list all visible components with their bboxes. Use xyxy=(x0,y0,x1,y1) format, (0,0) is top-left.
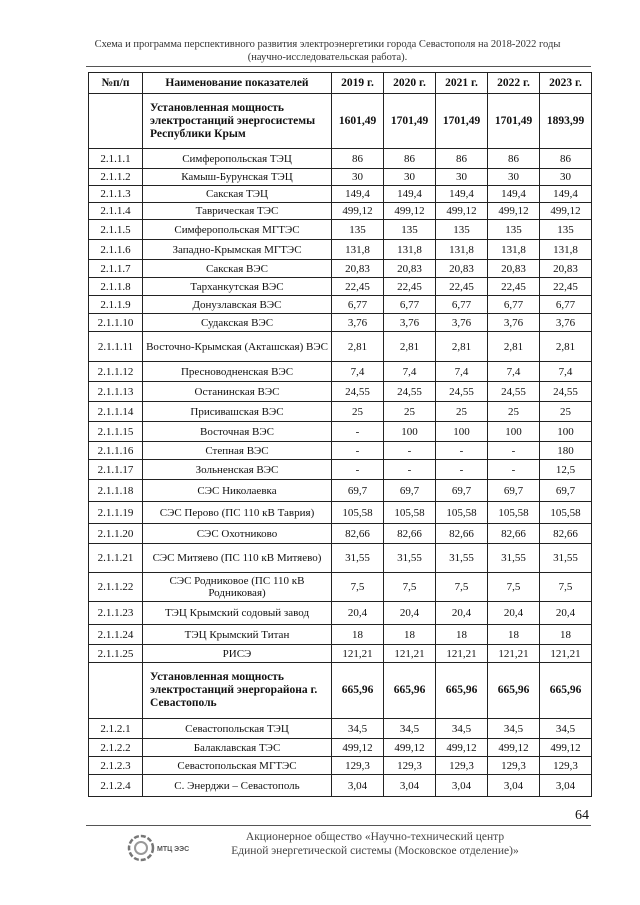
column-header: Наименование показателей xyxy=(143,73,332,94)
value-cell: 12,5 xyxy=(540,460,592,480)
table-row xyxy=(89,422,592,442)
indicator-name-cell: Западно-Крымская МГТЭС xyxy=(143,240,332,260)
value-cell: 34,5 xyxy=(488,719,540,739)
row-number-cell: 2.1.1.17 xyxy=(89,460,143,480)
value-cell: 131,8 xyxy=(540,240,592,260)
value-cell: 30 xyxy=(436,169,488,186)
row-number-cell: 2.1.1.3 xyxy=(89,186,143,203)
value-cell: 499,12 xyxy=(384,739,436,757)
value-cell: 18 xyxy=(332,625,384,645)
value-cell: 20,4 xyxy=(540,602,592,625)
row-number-cell: 2.1.1.2 xyxy=(89,169,143,186)
value-cell: 69,7 xyxy=(332,480,384,502)
indicator-name-cell: Севастопольская МГТЭС xyxy=(143,757,332,775)
value-cell: 2,81 xyxy=(540,332,592,362)
indicator-name-cell: Севастопольская ТЭЦ xyxy=(143,719,332,739)
value-cell: 665,96 xyxy=(540,663,592,719)
value-cell: 105,58 xyxy=(540,502,592,524)
value-cell: 82,66 xyxy=(384,524,436,544)
logo-ring xyxy=(129,836,153,860)
value-cell: 34,5 xyxy=(384,719,436,739)
value-cell: 7,5 xyxy=(540,573,592,602)
value-cell: 30 xyxy=(540,169,592,186)
value-cell: 7,5 xyxy=(384,573,436,602)
value-cell: 25 xyxy=(384,402,436,422)
table-row xyxy=(89,169,592,186)
table-row xyxy=(89,186,592,203)
value-cell: 3,76 xyxy=(540,314,592,332)
value-cell: 7,5 xyxy=(436,573,488,602)
value-cell: 69,7 xyxy=(488,480,540,502)
column-header: 2022 г. xyxy=(488,73,540,94)
row-number-cell xyxy=(89,94,143,149)
table-row xyxy=(89,402,592,422)
value-cell: 82,66 xyxy=(332,524,384,544)
value-cell: 20,4 xyxy=(384,602,436,625)
value-cell: 135 xyxy=(384,220,436,240)
table-row xyxy=(89,278,592,296)
value-cell: 2,81 xyxy=(488,332,540,362)
table-row xyxy=(89,220,592,240)
indicator-name-cell: Зольненская ВЭС xyxy=(143,460,332,480)
value-cell: 69,7 xyxy=(540,480,592,502)
table-section-row xyxy=(89,94,592,149)
value-cell: 131,8 xyxy=(384,240,436,260)
value-cell: 3,04 xyxy=(332,775,384,797)
column-header: 2023 г. xyxy=(540,73,592,94)
value-cell: 24,55 xyxy=(540,382,592,402)
table-row xyxy=(89,149,592,169)
indicator-name-cell: Симферопольская МГТЭС xyxy=(143,220,332,240)
indicator-name-cell: Сакская ВЭС xyxy=(143,260,332,278)
row-number-cell: 2.1.1.10 xyxy=(89,314,143,332)
indicator-name-cell: ТЭЦ Крымский Титан xyxy=(143,625,332,645)
value-cell: 3,04 xyxy=(436,775,488,797)
header-divider xyxy=(86,66,591,67)
table-row xyxy=(89,480,592,502)
column-header: 2020 г. xyxy=(384,73,436,94)
value-cell: 7,4 xyxy=(540,362,592,382)
value-cell: 131,8 xyxy=(488,240,540,260)
value-cell: 6,77 xyxy=(384,296,436,314)
value-cell: 20,83 xyxy=(488,260,540,278)
value-cell: 129,3 xyxy=(332,757,384,775)
row-number-cell: 2.1.1.7 xyxy=(89,260,143,278)
value-cell: 25 xyxy=(436,402,488,422)
indicator-name-cell: Пресноводненская ВЭС xyxy=(143,362,332,382)
indicator-name-cell: Восточная ВЭС xyxy=(143,422,332,442)
indicator-name-cell: Таврическая ТЭС xyxy=(143,203,332,220)
value-cell: 69,7 xyxy=(436,480,488,502)
table-header-row xyxy=(89,73,592,94)
value-cell: 1601,49 xyxy=(332,94,384,149)
value-cell: 22,45 xyxy=(436,278,488,296)
footer-organization xyxy=(205,830,545,858)
logo-inner-ring xyxy=(135,842,147,854)
value-cell: 499,12 xyxy=(488,739,540,757)
value-cell: 20,4 xyxy=(332,602,384,625)
value-cell: 6,77 xyxy=(332,296,384,314)
value-cell: 499,12 xyxy=(540,203,592,220)
value-cell: 86 xyxy=(332,149,384,169)
value-cell: - xyxy=(332,442,384,460)
value-cell: 86 xyxy=(436,149,488,169)
table-row xyxy=(89,332,592,362)
value-cell: 30 xyxy=(384,169,436,186)
value-cell: 25 xyxy=(332,402,384,422)
value-cell: 499,12 xyxy=(436,739,488,757)
value-cell: 24,55 xyxy=(488,382,540,402)
value-cell: 20,83 xyxy=(540,260,592,278)
indicator-name-cell: Камыш-Бурунская ТЭЦ xyxy=(143,169,332,186)
indicator-name-cell: СЭС Перово (ПС 110 кВ Таврия) xyxy=(143,502,332,524)
value-cell: 22,45 xyxy=(488,278,540,296)
value-cell: 2,81 xyxy=(436,332,488,362)
value-cell: 6,77 xyxy=(540,296,592,314)
value-cell: 135 xyxy=(332,220,384,240)
indicator-name-cell: СЭС Митяево (ПС 110 кВ Митяево) xyxy=(143,544,332,573)
value-cell: 105,58 xyxy=(488,502,540,524)
value-cell: 149,4 xyxy=(332,186,384,203)
table-row xyxy=(89,240,592,260)
table-row xyxy=(89,739,592,757)
value-cell: 149,4 xyxy=(540,186,592,203)
value-cell: 135 xyxy=(436,220,488,240)
value-cell: 7,5 xyxy=(488,573,540,602)
indicator-name-cell: Судакская ВЭС xyxy=(143,314,332,332)
value-cell: 30 xyxy=(332,169,384,186)
value-cell: - xyxy=(384,460,436,480)
value-cell: 24,55 xyxy=(384,382,436,402)
value-cell: 131,8 xyxy=(332,240,384,260)
value-cell: 82,66 xyxy=(540,524,592,544)
value-cell: 18 xyxy=(384,625,436,645)
value-cell: 1701,49 xyxy=(488,94,540,149)
value-cell: 121,21 xyxy=(488,645,540,663)
indicator-name-cell: Установленная мощность электростанций энергорайона г. Севастополь xyxy=(143,663,332,719)
document-header xyxy=(60,38,595,64)
table-row xyxy=(89,362,592,382)
value-cell: 105,58 xyxy=(384,502,436,524)
value-cell: 18 xyxy=(540,625,592,645)
indicator-name-cell: Степная ВЭС xyxy=(143,442,332,460)
indicator-name-cell: Донузлавская ВЭС xyxy=(143,296,332,314)
value-cell: 7,4 xyxy=(436,362,488,382)
value-cell: 499,12 xyxy=(332,739,384,757)
value-cell: 3,76 xyxy=(488,314,540,332)
value-cell: 1701,49 xyxy=(436,94,488,149)
value-cell: 20,83 xyxy=(436,260,488,278)
column-header: №п/п xyxy=(89,73,143,94)
row-number-cell: 2.1.1.25 xyxy=(89,645,143,663)
value-cell: 22,45 xyxy=(540,278,592,296)
indicator-name-cell: Восточно-Крымская (Акташская) ВЭС xyxy=(143,332,332,362)
value-cell: 121,21 xyxy=(540,645,592,663)
value-cell: 7,4 xyxy=(332,362,384,382)
value-cell: 2,81 xyxy=(384,332,436,362)
indicator-name-cell: Останинская ВЭС xyxy=(143,382,332,402)
value-cell: 3,76 xyxy=(436,314,488,332)
value-cell: 7,4 xyxy=(488,362,540,382)
header-title-line1: Схема и программа перспективного развития электроэнергетики города Севастополя на 2018-2022 годы xyxy=(94,39,561,50)
footer-org-line1: Акционерное общество «Научно-технический центр xyxy=(245,831,505,843)
value-cell: 6,77 xyxy=(436,296,488,314)
indicator-name-cell: Тарханкутская ВЭС xyxy=(143,278,332,296)
value-cell: 149,4 xyxy=(384,186,436,203)
footer-org-line2: Единой энергетической системы (Московское отделение)» xyxy=(231,845,519,857)
value-cell: - xyxy=(384,442,436,460)
value-cell: - xyxy=(436,460,488,480)
row-number-cell: 2.1.2.2 xyxy=(89,739,143,757)
value-cell: 499,12 xyxy=(488,203,540,220)
value-cell: - xyxy=(436,442,488,460)
row-number-cell: 2.1.1.18 xyxy=(89,480,143,502)
value-cell: 121,21 xyxy=(332,645,384,663)
value-cell: 7,4 xyxy=(384,362,436,382)
value-cell: 24,55 xyxy=(332,382,384,402)
value-cell: 105,58 xyxy=(436,502,488,524)
value-cell: 34,5 xyxy=(436,719,488,739)
row-number-cell: 2.1.1.4 xyxy=(89,203,143,220)
row-number-cell: 2.1.1.16 xyxy=(89,442,143,460)
value-cell: 18 xyxy=(488,625,540,645)
table-section-row xyxy=(89,663,592,719)
value-cell: 69,7 xyxy=(384,480,436,502)
value-cell: 30 xyxy=(488,169,540,186)
row-number-cell xyxy=(89,663,143,719)
row-number-cell: 2.1.1.11 xyxy=(89,332,143,362)
row-number-cell: 2.1.2.4 xyxy=(89,775,143,797)
row-number-cell: 2.1.1.22 xyxy=(89,573,143,602)
value-cell: 34,5 xyxy=(540,719,592,739)
value-cell: 1893,99 xyxy=(540,94,592,149)
value-cell: 100 xyxy=(436,422,488,442)
value-cell: 22,45 xyxy=(384,278,436,296)
row-number-cell: 2.1.1.24 xyxy=(89,625,143,645)
value-cell: 665,96 xyxy=(384,663,436,719)
value-cell: 7,5 xyxy=(332,573,384,602)
table-row xyxy=(89,775,592,797)
value-cell: 121,21 xyxy=(384,645,436,663)
row-number-cell: 2.1.1.23 xyxy=(89,602,143,625)
value-cell: 31,55 xyxy=(488,544,540,573)
value-cell: 665,96 xyxy=(332,663,384,719)
row-number-cell: 2.1.1.14 xyxy=(89,402,143,422)
table-row xyxy=(89,260,592,278)
value-cell: 31,55 xyxy=(384,544,436,573)
row-number-cell: 2.1.1.13 xyxy=(89,382,143,402)
value-cell: 25 xyxy=(540,402,592,422)
column-header: 2021 г. xyxy=(436,73,488,94)
value-cell: 121,21 xyxy=(436,645,488,663)
value-cell: 129,3 xyxy=(384,757,436,775)
value-cell: 86 xyxy=(540,149,592,169)
table-row xyxy=(89,296,592,314)
indicator-name-cell: Симферопольская ТЭЦ xyxy=(143,149,332,169)
table-row xyxy=(89,502,592,524)
table-row xyxy=(89,573,592,602)
value-cell: 100 xyxy=(384,422,436,442)
table-row xyxy=(89,524,592,544)
value-cell: 82,66 xyxy=(488,524,540,544)
value-cell: 499,12 xyxy=(332,203,384,220)
value-cell: 129,3 xyxy=(436,757,488,775)
value-cell: 499,12 xyxy=(384,203,436,220)
row-number-cell: 2.1.1.6 xyxy=(89,240,143,260)
value-cell: 135 xyxy=(488,220,540,240)
value-cell: 31,55 xyxy=(436,544,488,573)
value-cell: 86 xyxy=(384,149,436,169)
table-row xyxy=(89,382,592,402)
footer-divider xyxy=(86,825,591,826)
value-cell: 129,3 xyxy=(488,757,540,775)
value-cell: 149,4 xyxy=(436,186,488,203)
row-number-cell: 2.1.1.12 xyxy=(89,362,143,382)
indicator-name-cell: СЭС Охотниково xyxy=(143,524,332,544)
capacity-table xyxy=(88,72,592,797)
value-cell: 665,96 xyxy=(436,663,488,719)
row-number-cell: 2.1.1.8 xyxy=(89,278,143,296)
table-row xyxy=(89,203,592,220)
indicator-name-cell: СЭС Родниковое (ПС 110 кВ Родниковая) xyxy=(143,573,332,602)
row-number-cell: 2.1.2.1 xyxy=(89,719,143,739)
row-number-cell: 2.1.1.5 xyxy=(89,220,143,240)
table-row xyxy=(89,625,592,645)
page-number: 64 xyxy=(575,808,589,823)
value-cell: 22,45 xyxy=(332,278,384,296)
table-row xyxy=(89,460,592,480)
row-number-cell: 2.1.1.19 xyxy=(89,502,143,524)
table-row xyxy=(89,757,592,775)
value-cell: 31,55 xyxy=(332,544,384,573)
table-row xyxy=(89,602,592,625)
value-cell: 6,77 xyxy=(488,296,540,314)
value-cell: 2,81 xyxy=(332,332,384,362)
indicator-name-cell: Балаклавская ТЭС xyxy=(143,739,332,757)
value-cell: 100 xyxy=(540,422,592,442)
value-cell: 3,76 xyxy=(384,314,436,332)
value-cell: - xyxy=(332,460,384,480)
column-header: 2019 г. xyxy=(332,73,384,94)
value-cell: 20,4 xyxy=(436,602,488,625)
value-cell: - xyxy=(488,442,540,460)
value-cell: - xyxy=(332,422,384,442)
value-cell: 3,04 xyxy=(488,775,540,797)
indicator-name-cell: Присивашская ВЭС xyxy=(143,402,332,422)
value-cell: 180 xyxy=(540,442,592,460)
indicator-name-cell: С. Энерджи – Севастополь xyxy=(143,775,332,797)
table-row xyxy=(89,442,592,460)
row-number-cell: 2.1.1.15 xyxy=(89,422,143,442)
row-number-cell: 2.1.2.3 xyxy=(89,757,143,775)
value-cell: - xyxy=(488,460,540,480)
row-number-cell: 2.1.1.9 xyxy=(89,296,143,314)
value-cell: 499,12 xyxy=(436,203,488,220)
value-cell: 665,96 xyxy=(488,663,540,719)
indicator-name-cell: Сакская ТЭЦ xyxy=(143,186,332,203)
header-title-line2: (научно-исследовательская работа). xyxy=(247,52,408,63)
value-cell: 3,76 xyxy=(332,314,384,332)
value-cell: 129,3 xyxy=(540,757,592,775)
value-cell: 20,4 xyxy=(488,602,540,625)
indicator-name-cell: РИСЭ xyxy=(143,645,332,663)
company-logo xyxy=(125,828,195,868)
indicator-name-cell: ТЭЦ Крымский содовый завод xyxy=(143,602,332,625)
value-cell: 1701,49 xyxy=(384,94,436,149)
table-row xyxy=(89,314,592,332)
value-cell: 135 xyxy=(540,220,592,240)
value-cell: 499,12 xyxy=(540,739,592,757)
table-row xyxy=(89,544,592,573)
row-number-cell: 2.1.1.21 xyxy=(89,544,143,573)
indicator-name-cell: СЭС Николаевка xyxy=(143,480,332,502)
value-cell: 31,55 xyxy=(540,544,592,573)
value-cell: 20,83 xyxy=(384,260,436,278)
value-cell: 105,58 xyxy=(332,502,384,524)
table-row xyxy=(89,719,592,739)
indicator-name-cell: Установленная мощность электростанций энергосистемы Республики Крым xyxy=(143,94,332,149)
value-cell: 3,04 xyxy=(384,775,436,797)
value-cell: 131,8 xyxy=(436,240,488,260)
logo-text: МТЦ ЭЭС xyxy=(157,846,190,853)
value-cell: 82,66 xyxy=(436,524,488,544)
value-cell: 25 xyxy=(488,402,540,422)
value-cell: 34,5 xyxy=(332,719,384,739)
value-cell: 24,55 xyxy=(436,382,488,402)
value-cell: 86 xyxy=(488,149,540,169)
value-cell: 100 xyxy=(488,422,540,442)
table-row xyxy=(89,645,592,663)
row-number-cell: 2.1.1.1 xyxy=(89,149,143,169)
value-cell: 149,4 xyxy=(488,186,540,203)
row-number-cell: 2.1.1.20 xyxy=(89,524,143,544)
value-cell: 3,04 xyxy=(540,775,592,797)
value-cell: 18 xyxy=(436,625,488,645)
value-cell: 20,83 xyxy=(332,260,384,278)
